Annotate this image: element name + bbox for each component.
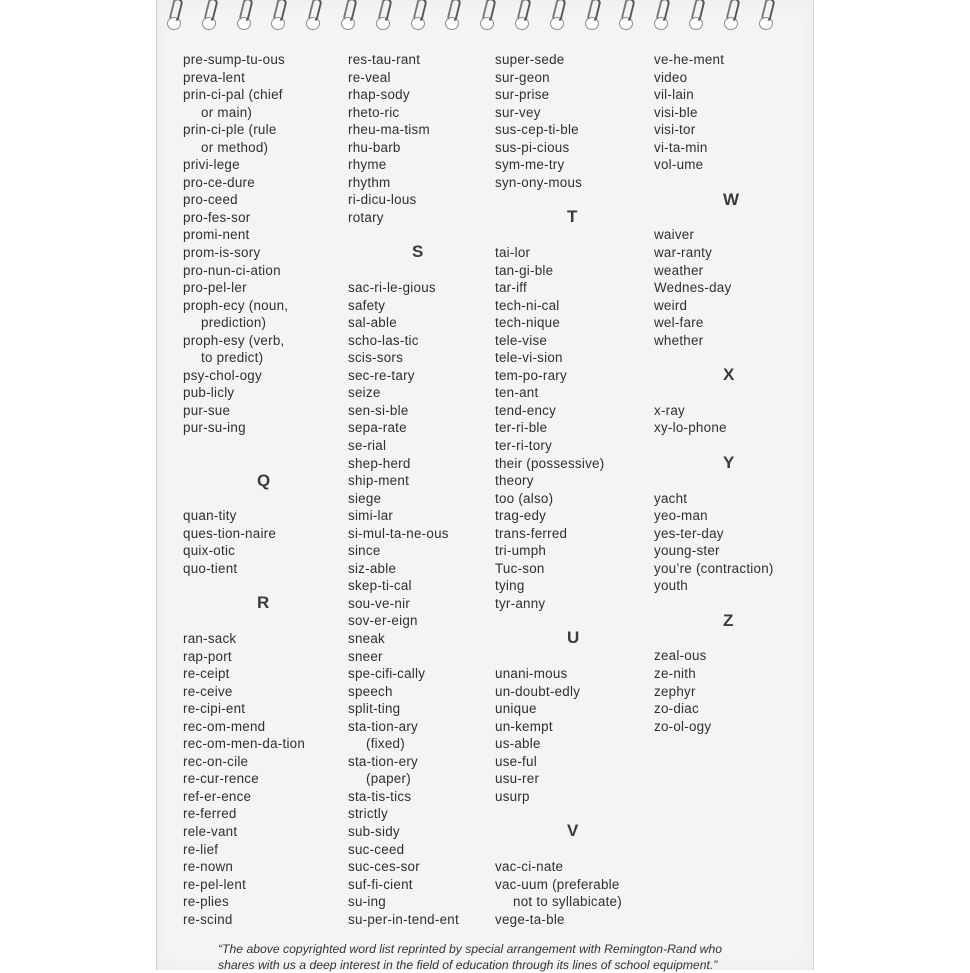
- word-entry: skep-ti-cal: [348, 578, 412, 594]
- word-entry: pub-licly: [183, 385, 235, 401]
- word-entry: pro-ceed: [183, 192, 238, 208]
- word-entry: proph-ecy (noun,: [183, 297, 289, 313]
- word-entry: zo-diac: [654, 701, 699, 717]
- word-entry: vol-ume: [654, 157, 704, 173]
- word-entry: vege-ta-ble: [495, 911, 565, 927]
- spiral-ring: [269, 8, 287, 30]
- word-entry: tai-lor: [495, 244, 531, 260]
- word-entry: yacht: [654, 490, 688, 506]
- word-entry: sus-cep-ti-ble: [495, 122, 579, 138]
- word-entry: spe-cifi-cally: [348, 666, 426, 682]
- word-entry: young-ster: [654, 543, 720, 559]
- word-entry: to predict): [201, 350, 264, 366]
- word-entry: si-mul-ta-ne-ous: [348, 525, 449, 541]
- word-entry: tech-nique: [495, 315, 561, 331]
- word-entry: ze-nith: [654, 665, 696, 681]
- section-letter: V: [567, 821, 579, 841]
- word-entry: rec-om-men-da-tion: [183, 736, 306, 752]
- word-entry: wel-fare: [654, 315, 704, 331]
- word-entry: waiver: [654, 227, 695, 243]
- word-entry: tyr-anny: [495, 595, 546, 611]
- word-entry: or main): [201, 104, 253, 120]
- word-entry: use-ful: [495, 753, 537, 769]
- word-entry: rhyme: [348, 157, 387, 173]
- word-column-2: [348, 51, 459, 928]
- section-letter: X: [723, 365, 735, 385]
- word-entry: quix-otic: [183, 543, 236, 559]
- word-entry: re-nown: [183, 859, 234, 875]
- word-entry: pro-ce-dure: [183, 174, 255, 190]
- word-entry: x-ray: [654, 402, 686, 418]
- word-entry: re-veal: [348, 69, 391, 85]
- footnote-line-1: “The above copyrighted word list reprinted by special arrangement with Remington-Rand who: [218, 942, 723, 956]
- word-entry: vi-ta-min: [654, 139, 708, 155]
- word-entry: ve-he-ment: [654, 52, 725, 67]
- word-entry: zeal-ous: [654, 648, 707, 664]
- word-entry: xy-lo-phone: [654, 420, 727, 436]
- word-entry: sur-geon: [495, 69, 550, 85]
- word-entry: sus-pi-cious: [495, 139, 570, 155]
- copyright-footnote: [218, 941, 778, 973]
- footnote-line-2: shares with us a deep interest in the field of education through its lines of school equipment.”: [218, 958, 718, 972]
- word-entry: sneer: [348, 648, 383, 664]
- spiral-ring: [583, 8, 601, 30]
- word-entry: prom-is-sory: [183, 245, 261, 261]
- word-entry: rhythm: [348, 174, 391, 190]
- word-entry: scis-sors: [348, 350, 404, 366]
- word-entry: sub-sidy: [348, 824, 400, 840]
- word-entry: re-cur-rence: [183, 771, 259, 787]
- section-letter: Q: [257, 470, 271, 490]
- spiral-ring: [513, 8, 531, 30]
- word-entry: trans-ferred: [495, 525, 568, 541]
- word-entry: split-ting: [348, 701, 401, 717]
- word-entry: strictly: [348, 806, 388, 822]
- word-entry: zephyr: [654, 683, 696, 699]
- word-entry: prin-ci-pal (chief: [183, 87, 283, 103]
- word-entry: re-ferred: [183, 806, 237, 822]
- spiral-ring: [757, 8, 775, 30]
- spiral-ring: [478, 8, 496, 30]
- word-entry: pur-su-ing: [183, 420, 246, 436]
- word-entry: (fixed): [366, 736, 405, 752]
- word-entry: ter-ri-tory: [495, 437, 553, 453]
- word-entry: sur-vey: [495, 104, 541, 120]
- word-entry: or method): [201, 139, 269, 155]
- word-entry: weather: [654, 262, 704, 278]
- word-entry: pur-sue: [183, 402, 231, 418]
- word-entry: suc-ces-sor: [348, 859, 420, 875]
- spiral-ring: [235, 8, 253, 30]
- word-entry: se-rial: [348, 437, 387, 453]
- word-entry: suf-fi-cient: [348, 876, 413, 892]
- word-entry: tan-gi-ble: [495, 262, 554, 278]
- word-entry: super-sede: [495, 52, 565, 67]
- word-entry: speech: [348, 683, 393, 699]
- spiral-ring: [165, 8, 183, 30]
- word-entry: rap-port: [183, 648, 232, 664]
- spiral-ring: [200, 8, 218, 30]
- word-entry: psy-chol-ogy: [183, 367, 262, 383]
- word-entry: Tuc-son: [495, 560, 545, 576]
- word-entry: safety: [348, 297, 386, 313]
- word-entry: tele-vi-sion: [495, 350, 563, 366]
- word-entry: re-cipi-ent: [183, 701, 246, 717]
- word-entry: re-plies: [183, 894, 229, 910]
- spiral-ring: [409, 8, 427, 30]
- word-entry: rec-on-cile: [183, 753, 249, 769]
- word-entry: video: [654, 69, 688, 85]
- word-entry: su-ing: [348, 894, 386, 910]
- word-entry: zo-ol-ogy: [654, 718, 712, 734]
- word-entry: preva-lent: [183, 69, 246, 85]
- word-entry: re-pel-lent: [183, 876, 247, 892]
- word-entry: usu-rer: [495, 771, 540, 787]
- word-entry: sec-re-tary: [348, 367, 415, 383]
- spacer: [183, 437, 305, 455]
- spiral-ring: [617, 8, 635, 30]
- spiral-ring: [304, 8, 322, 30]
- word-entry: ten-ant: [495, 385, 539, 401]
- word-entry: promi-nent: [183, 227, 250, 243]
- section-letter: S: [412, 242, 424, 262]
- word-column-3: [495, 51, 622, 928]
- word-entry: pro-nun-ci-ation: [183, 262, 281, 278]
- word-entry: tele-vise: [495, 332, 548, 348]
- word-entry: sta-tion-ary: [348, 718, 418, 734]
- word-entry: war-ranty: [654, 244, 713, 260]
- section-letter: W: [723, 189, 740, 209]
- spiral-ring: [374, 8, 392, 30]
- word-entry: weird: [654, 297, 688, 313]
- section-letter: Y: [723, 452, 735, 472]
- spiral-ring: [339, 8, 357, 30]
- word-entry: vac-ci-nate: [495, 859, 564, 875]
- word-entry: rhap-sody: [348, 87, 410, 103]
- spiral-ring: [548, 8, 566, 30]
- word-entry: pro-fes-sor: [183, 209, 251, 225]
- word-entry: re-scind: [183, 911, 233, 927]
- word-entry: re-ceive: [183, 683, 233, 699]
- spiral-ring: [652, 8, 670, 30]
- spiral-ring: [722, 8, 740, 30]
- word-entry: visi-ble: [654, 104, 698, 120]
- word-entry: quan-tity: [183, 508, 237, 524]
- word-entry: youth: [654, 578, 689, 594]
- word-entry: ri-dicu-lous: [348, 192, 417, 208]
- word-entry: shep-herd: [348, 455, 411, 471]
- word-entry: vac-uum (preferable: [495, 876, 620, 892]
- word-entry: unique: [495, 701, 537, 717]
- word-entry: un-kempt: [495, 718, 553, 734]
- word-entry: yeo-man: [654, 508, 708, 524]
- word-entry: prin-ci-ple (rule: [183, 122, 277, 138]
- word-entry: whether: [654, 332, 704, 348]
- word-entry: pre-sump-tu-ous: [183, 52, 285, 67]
- section-letter: U: [567, 628, 580, 648]
- word-entry: ref-er-ence: [183, 788, 252, 804]
- word-entry: vil-lain: [654, 87, 694, 103]
- word-entry: su-per-in-tend-ent: [348, 911, 459, 927]
- word-entry: rheto-ric: [348, 104, 400, 120]
- word-entry: yes-ter-day: [654, 525, 724, 541]
- word-entry: tend-ency: [495, 402, 557, 418]
- spiral-ring: [687, 8, 705, 30]
- word-entry: ship-ment: [348, 473, 410, 489]
- word-entry: theory: [495, 473, 534, 489]
- word-entry: res-tau-rant: [348, 52, 421, 67]
- word-entry: privi-lege: [183, 157, 240, 173]
- word-entry: sta-tis-tics: [348, 788, 412, 804]
- word-entry: siege: [348, 490, 382, 506]
- word-entry: prediction): [201, 315, 267, 331]
- word-entry: tying: [495, 578, 525, 594]
- word-entry: you’re (contraction): [654, 560, 774, 576]
- word-entry: unani-mous: [495, 666, 568, 682]
- word-entry: simi-lar: [348, 508, 394, 524]
- word-entry: suc-ceed: [348, 841, 405, 857]
- word-column-1: [183, 51, 305, 928]
- word-entry: trag-edy: [495, 508, 547, 524]
- word-entry: (paper): [366, 771, 411, 787]
- word-entry: their (possessive): [495, 455, 605, 471]
- word-entry: sov-er-eign: [348, 613, 418, 629]
- word-entry: Wednes-day: [654, 280, 732, 296]
- word-entry: too (also): [495, 490, 554, 506]
- word-entry: pro-pel-ler: [183, 280, 247, 296]
- word-entry: seize: [348, 385, 381, 401]
- spiral-ring: [443, 8, 461, 30]
- section-letter: Z: [723, 610, 734, 630]
- word-entry: siz-able: [348, 560, 397, 576]
- word-entry: sepa-rate: [348, 420, 407, 436]
- word-entry: proph-esy (verb,: [183, 332, 285, 348]
- word-entry: not to syllabicate): [513, 894, 622, 910]
- word-entry: tri-umph: [495, 543, 547, 559]
- word-entry: sneak: [348, 631, 385, 646]
- word-entry: us-able: [495, 736, 541, 752]
- word-entry: tar-iff: [495, 280, 528, 296]
- section-letter: R: [257, 593, 270, 613]
- word-entry: sta-tion-ery: [348, 753, 418, 769]
- word-column-4: [654, 51, 774, 735]
- word-entry: rheu-ma-tism: [348, 122, 430, 138]
- word-entry: quo-tient: [183, 560, 238, 576]
- word-entry: un-doubt-edly: [495, 683, 581, 699]
- word-entry: ran-sack: [183, 630, 237, 646]
- word-entry: sac-ri-le-gious: [348, 280, 436, 296]
- word-entry: since: [348, 543, 381, 559]
- word-entry: sou-ve-nir: [348, 595, 411, 611]
- word-entry: syn-ony-mous: [495, 174, 583, 190]
- word-entry: sym-me-try: [495, 157, 565, 173]
- word-entry: re-lief: [183, 841, 219, 857]
- word-entry: usurp: [495, 788, 530, 804]
- word-entry: rotary: [348, 209, 384, 225]
- word-entry: scho-las-tic: [348, 332, 419, 348]
- word-entry: re-ceipt: [183, 666, 230, 682]
- word-entry: tem-po-rary: [495, 367, 567, 383]
- spiral-binding: [157, 0, 813, 40]
- word-entry: ter-ri-ble: [495, 420, 548, 436]
- word-entry: visi-tor: [654, 122, 696, 138]
- word-entry: rhu-barb: [348, 139, 401, 155]
- word-entry: sal-able: [348, 315, 397, 331]
- word-entry: sur-prise: [495, 87, 550, 103]
- word-entry: ques-tion-naire: [183, 525, 277, 541]
- word-entry: tech-ni-cal: [495, 297, 560, 313]
- word-entry: rele-vant: [183, 823, 238, 839]
- section-letter: T: [567, 207, 578, 227]
- word-entry: sen-si-ble: [348, 402, 409, 418]
- word-entry: rec-om-mend: [183, 718, 266, 734]
